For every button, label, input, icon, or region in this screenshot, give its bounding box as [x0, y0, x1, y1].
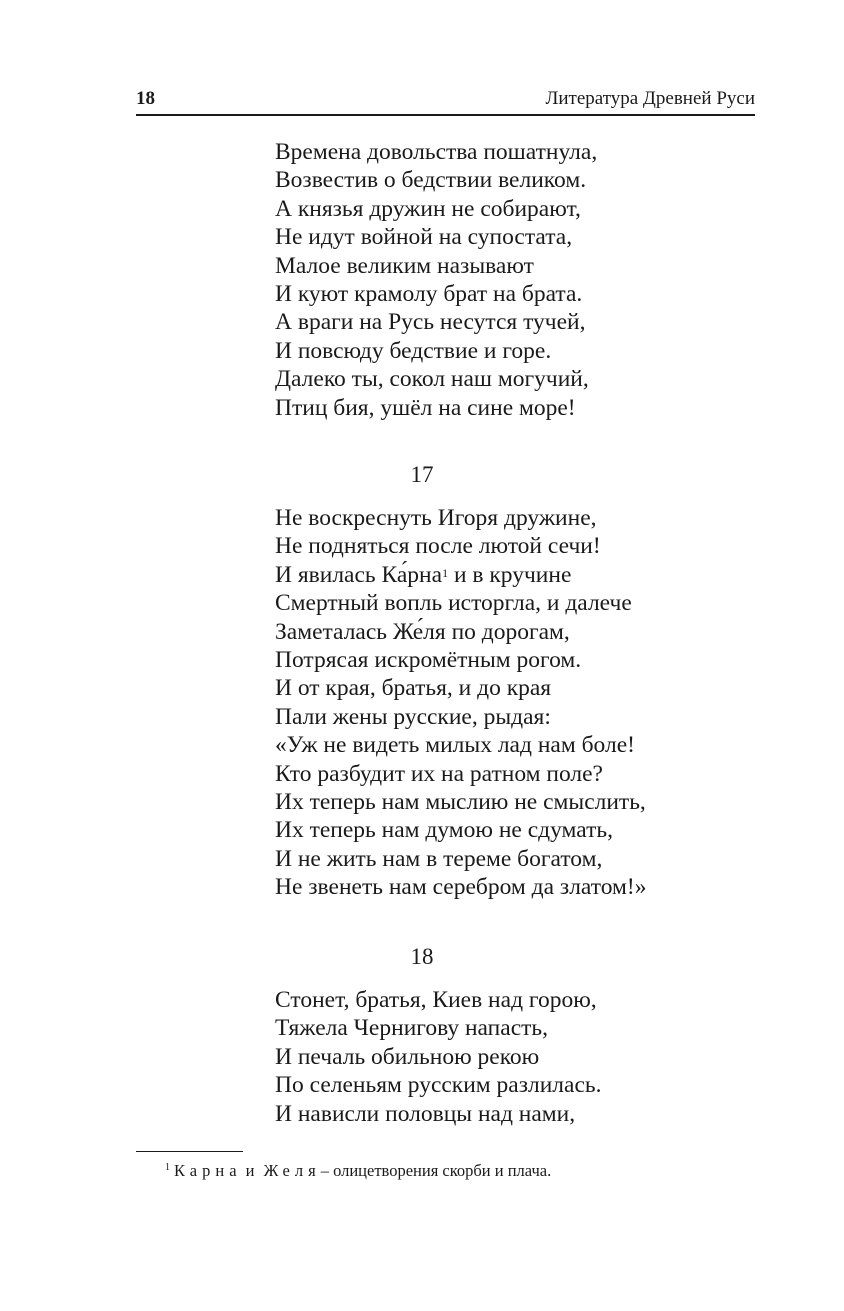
- footnote-text: – олицетворения скорби и плача.: [320, 1161, 552, 1180]
- page-number: 18: [136, 88, 155, 109]
- footnote: [165, 1161, 551, 1181]
- verse-line: Малое великим называют: [275, 252, 534, 279]
- verse-line: И повсюду бедствие и горе.: [275, 337, 552, 364]
- verse-line: А князья дружин не собирают,: [275, 195, 581, 222]
- footnote-conjunction: и: [245, 1161, 260, 1180]
- verse-line: А враги на Русь несутся тучей,: [275, 309, 586, 336]
- stanza-18: [275, 986, 602, 1128]
- verse-line: По селеньям русским разлилась.: [275, 1072, 602, 1099]
- page-header: [136, 84, 755, 116]
- verse-line: Стонет, братья, Киев над горою,: [275, 987, 597, 1013]
- verse-line: Не воскреснуть Игоря дружине,: [275, 505, 597, 531]
- verse-line: Смертный вопль исторгла, и далече: [275, 590, 632, 617]
- verse-line: И куют крамолу брат на брата.: [275, 281, 583, 308]
- verse-line: И нависли половцы над нами,: [275, 1100, 576, 1127]
- stanza-number-18: 18: [410, 944, 434, 969]
- verse-line: И от края, братья, и до края: [275, 675, 552, 702]
- verse-line: И не жить нам в тереме богатом,: [275, 845, 603, 872]
- verse-line: Потрясая искромётным рогом.: [275, 647, 582, 674]
- running-title: Литература Древней Руси: [545, 88, 755, 109]
- footnote-term-zhelya: Желя: [263, 1161, 321, 1180]
- footnote-divider: [136, 1151, 243, 1152]
- verse-line: Времена довольства пошатнула,: [275, 139, 598, 165]
- verse-line-head: И явилась Ка́рна: [275, 561, 443, 588]
- verse-line: Их теперь нам мыслию не смыслить,: [275, 789, 646, 816]
- verse-line: Пали жены русские, рыдая:: [275, 703, 551, 730]
- footnote-reference: 1: [442, 565, 449, 580]
- verse-line-tail: и в кручине: [448, 561, 572, 588]
- stanza-17: [275, 504, 646, 902]
- verse-line: Не звенеть нам серебром да златом!»: [275, 874, 647, 901]
- verse-line: Тяжела Чернигову напасть,: [275, 1015, 548, 1042]
- verse-line: Не подняться после лютой сечи!: [275, 533, 601, 560]
- verse-line: И печаль обильною рекою: [275, 1043, 540, 1070]
- footnote-number: 1: [165, 1162, 170, 1173]
- verse-line: Далеко ты, сокол наш могучий,: [275, 366, 589, 393]
- verse-line-with-footnote: [275, 561, 646, 589]
- verse-line: Их теперь нам думою не сдумать,: [275, 817, 613, 844]
- verse-line: Не идут войной на супостата,: [275, 224, 573, 251]
- verse-line: Кто разбудит их на ратном поле?: [275, 760, 603, 787]
- stanza-16-continuation: [275, 138, 597, 422]
- verse-line: «Уж не видеть милых лад нам боле!: [275, 732, 635, 759]
- stanza-number-17: 17: [410, 462, 434, 487]
- verse-line: Заметалась Же́ля по дорогам,: [275, 618, 570, 645]
- footnote-term-karna: Карна: [174, 1161, 242, 1180]
- verse-line: Птиц бия, ушёл на сине море!: [275, 394, 576, 421]
- verse-line: Возвестив о бедствии великом.: [275, 167, 587, 194]
